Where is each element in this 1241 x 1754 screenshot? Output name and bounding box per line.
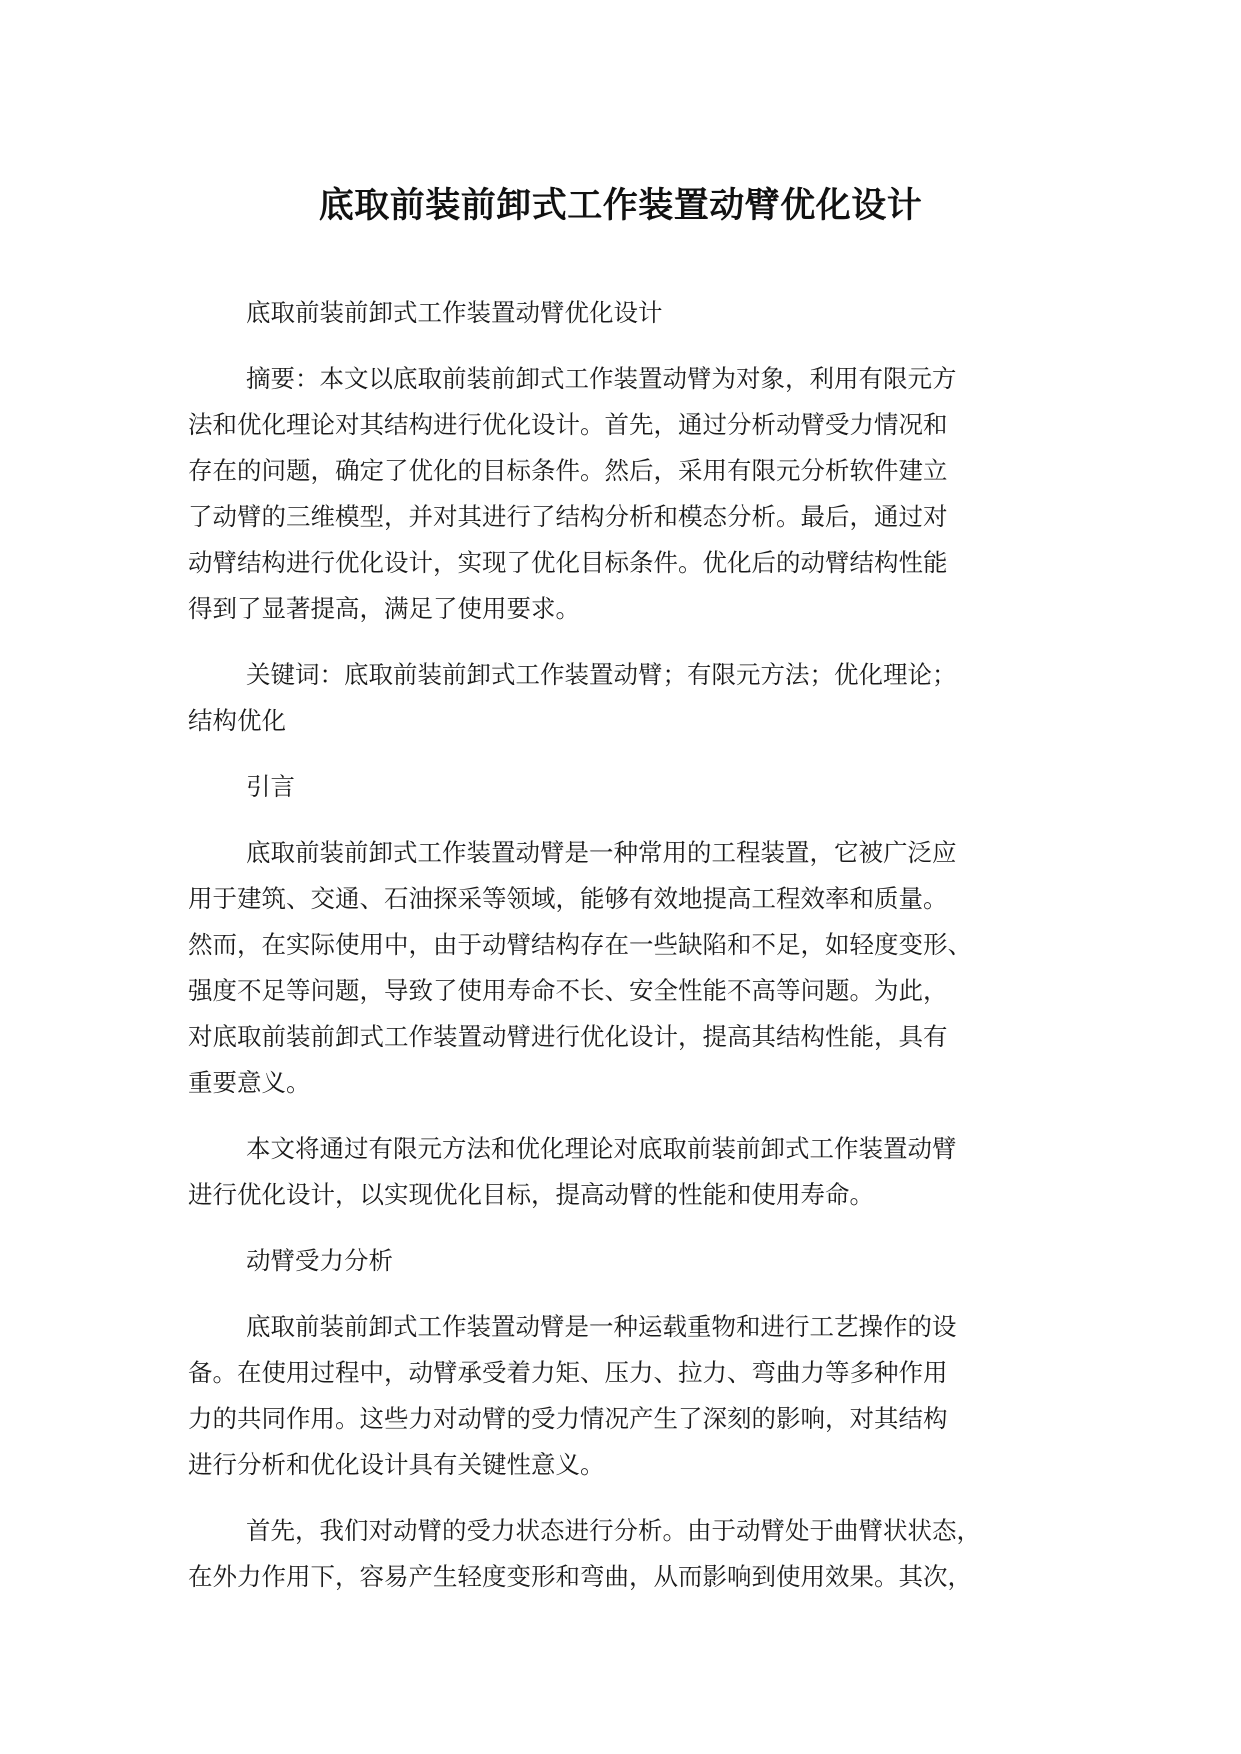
abstract-line: 摘要：本文以底取前装前卸式工作装置动臂为对象，利用有限元方 (246, 364, 957, 393)
keywords-line: 结构优化 (188, 706, 286, 735)
abstract (188, 356, 1088, 632)
paragraph-line: 然而，在实际使用中，由于动臂结构存在一些缺陷和不足，如轻度变形、 (188, 930, 972, 959)
keywords (188, 652, 1088, 744)
document-body (188, 290, 1088, 1620)
paragraph-line: 力的共同作用。这些力对动臂的受力情况产生了深刻的影响，对其结构 (188, 1404, 948, 1433)
abstract-line: 法和优化理论对其结构进行优化设计。首先，通过分析动臂受力情况和 (188, 410, 948, 439)
abstract-line: 得到了显著提高，满足了使用要求。 (188, 594, 580, 623)
heading-force-analysis (188, 1238, 1088, 1284)
document-title: 底取前装前卸式工作装置动臂优化设计 (318, 186, 923, 226)
paragraph-line: 进行分析和优化设计具有关键性意义。 (188, 1450, 605, 1479)
subtitle (188, 290, 1088, 336)
abstract-line: 动臂结构进行优化设计，实现了优化目标条件。优化后的动臂结构性能 (188, 548, 948, 577)
paragraph-line: 本文将通过有限元方法和优化理论对底取前装前卸式工作装置动臂 (246, 1134, 957, 1163)
force-paragraph-2 (188, 1508, 1088, 1600)
keywords-line: 关键词：底取前装前卸式工作装置动臂；有限元方法；优化理论； (246, 660, 957, 689)
paragraph-line: 重要意义。 (188, 1068, 311, 1097)
paragraph-line: 在外力作用下，容易产生轻度变形和弯曲，从而影响到使用效果。其次， (188, 1562, 972, 1591)
intro-paragraph-1 (188, 830, 1088, 1106)
paragraph-line: 底取前装前卸式工作装置动臂是一种运载重物和进行工艺操作的设 (246, 1312, 957, 1341)
section-heading: 动臂受力分析 (246, 1246, 393, 1275)
abstract-line: 存在的问题，确定了优化的目标条件。然后，采用有限元分析软件建立 (188, 456, 948, 485)
paragraph-line: 底取前装前卸式工作装置动臂是一种常用的工程装置，它被广泛应 (246, 838, 957, 867)
paragraph-line: 用于建筑、交通、石油探采等领域，能够有效地提高工程效率和质量。 (188, 884, 948, 913)
intro-paragraph-2 (188, 1126, 1088, 1218)
paragraph-line: 强度不足等问题，导致了使用寿命不长、安全性能不高等问题。为此， (188, 976, 948, 1005)
paragraph-line: 备。在使用过程中，动臂承受着力矩、压力、拉力、弯曲力等多种作用 (188, 1358, 948, 1387)
subtitle-line: 底取前装前卸式工作装置动臂优化设计 (246, 298, 663, 327)
paragraph-line: 首先，我们对动臂的受力状态进行分析。由于动臂处于曲臂状状态， (246, 1516, 981, 1545)
section-heading: 引言 (246, 772, 295, 801)
paragraph-line: 对底取前装前卸式工作装置动臂进行优化设计，提高其结构性能，具有 (188, 1022, 948, 1051)
heading-introduction (188, 764, 1088, 810)
abstract-line: 了动臂的三维模型，并对其进行了结构分析和模态分析。最后，通过对 (188, 502, 948, 531)
paragraph-line: 进行优化设计，以实现优化目标，提高动臂的性能和使用寿命。 (188, 1180, 874, 1209)
force-paragraph-1 (188, 1304, 1088, 1488)
